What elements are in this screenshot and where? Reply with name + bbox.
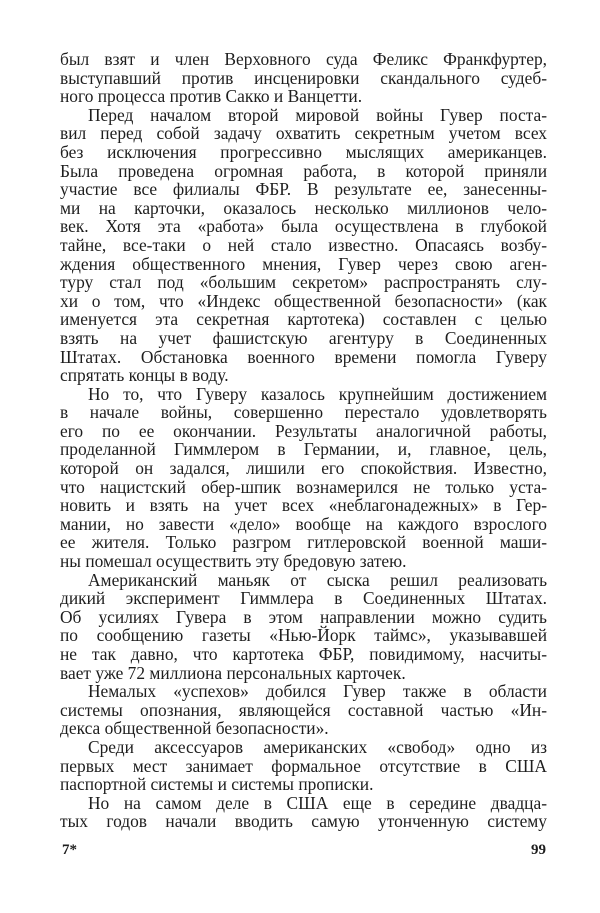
text-line: взять на учет фашистскую агентуру в Соединенных — [60, 327, 547, 348]
page-number: 99 — [531, 842, 546, 858]
text-line: выступавший против инсценировки скандального судеб- — [60, 67, 547, 88]
text-line: паспортной системы и системы прописки. — [60, 774, 374, 795]
text-line: век. Хотя эта «работа» была осуществлена в глубокой — [60, 216, 547, 237]
text-line: ждения общественного мнения, Гувер через свою аген- — [60, 253, 547, 274]
text-line: дикий эксперимент Гиммлера в Соединенных Штатах. — [60, 588, 547, 609]
text-line: по сообщению газеты «Нью-Йорк таймс», указывавшей — [60, 625, 547, 646]
text-line: тых годов начали вводить самую утонченную систему — [60, 811, 547, 832]
text-line: ми на карточки, оказалось несколько миллионов чело- — [60, 197, 547, 218]
text-line: новить и взять на учет всех «неблагонадежных» в Гер- — [60, 495, 547, 516]
text-line: его по ее окончании. Результаты аналогичной работы, — [60, 420, 547, 441]
paragraph — [60, 106, 547, 385]
signature-mark: 7* — [62, 842, 77, 858]
text-line: хи о том, что «Индекс общественной безопасности» (как — [60, 290, 547, 311]
text-line: не так давно, что картотека ФБР, повидимому, насчиты- — [60, 644, 547, 664]
text-line: Американский маньяк от сыска решил реализовать — [88, 569, 547, 590]
text-line: Перед началом второй мировой войны Гувер поста- — [88, 104, 547, 125]
text-line: проделанной Гиммлером в Германии, и, главное, цель, — [60, 439, 547, 460]
text-line: вил перед собой задачу охватить секретным учетом всех — [60, 123, 547, 144]
text-line: тайне, все-таки о ней стало известно. Опасаясь возбу- — [60, 234, 547, 255]
paragraph — [60, 738, 547, 794]
text-line: Но на самом деле в США еще в середине двадца- — [88, 792, 547, 813]
text-line: спрятать концы в воду. — [60, 365, 229, 386]
paragraph — [60, 50, 547, 106]
text-line: Об усилиях Гувера в этом направлении можно судить — [60, 606, 547, 627]
text-line: декса общественной безопасности». — [60, 718, 329, 739]
page-body — [60, 50, 547, 831]
paragraph — [60, 682, 547, 738]
text-line: ее жителя. Только разгром гитлеровской военной маши- — [60, 532, 547, 553]
text-line: ны помешал осуществить эту бредовую затею. — [60, 551, 407, 572]
text-line: туру стал под «большим секретом» распространять слу- — [60, 272, 547, 293]
text-line: первых мест занимает формальное отсутствие в США — [60, 755, 547, 776]
text-line: мании, но завести «дело» вообще на каждого взрослого — [60, 513, 547, 534]
text-line: именуется эта секретная картотека) составлен с целью — [60, 309, 547, 330]
text-line: ного процесса против Сакко и Ванцетти. — [60, 86, 363, 107]
text-line: Среди аксессуаров американских «свобод» одно из — [88, 736, 547, 757]
paragraph — [60, 385, 547, 571]
text-line: системы опознания, являющейся составной частью «Ин- — [60, 699, 547, 720]
text-line: участие все филиалы ФБР. В результате ее, занесенны- — [60, 179, 547, 200]
text-line: без исключения прогрессивно мыслящих американцев. — [60, 141, 547, 162]
paragraph — [60, 571, 547, 683]
paragraph — [60, 794, 547, 831]
text-line: что нацистский обер-шпик вознамерился не только уста- — [60, 476, 547, 497]
text-line: был взят и член Верховного суда Феликс Франкфуртер, — [60, 49, 547, 69]
text-line: Но то, что Гуверу казалось крупнейшим достижением — [88, 383, 547, 404]
text-line: в начале войны, совершенно перестало удовлетворять — [60, 402, 547, 423]
text-line: Была проведена огромная работа, в которой приняли — [60, 160, 547, 181]
text-line: Немалых «успехов» добился Гувер также в области — [88, 681, 547, 702]
text-line: которой он задался, лишили его спокойствия. Известно, — [60, 458, 547, 479]
text-line: Штатах. Обстановка военного времени помогла Гуверу — [60, 346, 547, 367]
text-line: вает уже 72 миллиона персональных карточек. — [60, 662, 406, 683]
